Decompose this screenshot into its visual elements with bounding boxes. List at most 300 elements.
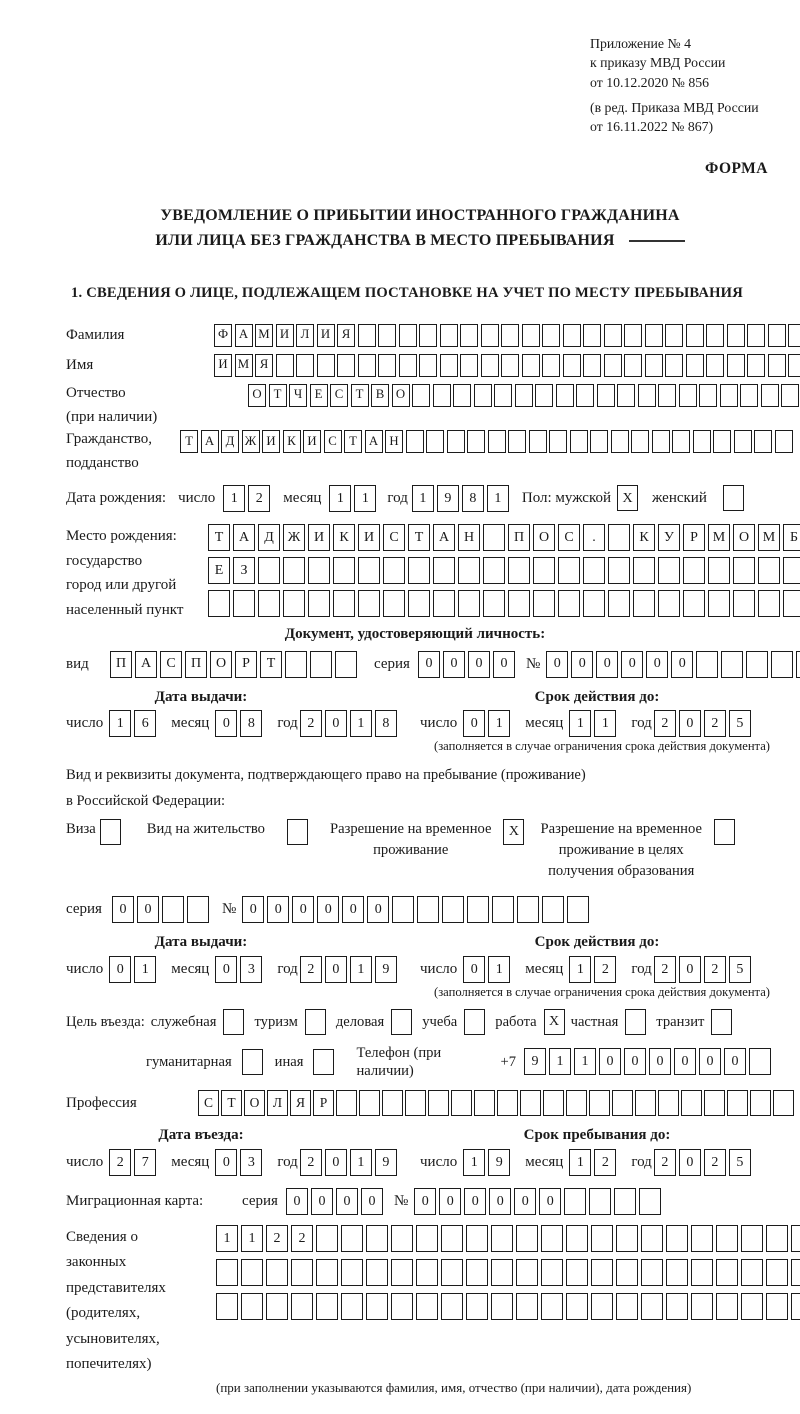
char-box[interactable] [666,1293,688,1320]
char-box[interactable] [747,324,765,347]
char-box[interactable] [589,1188,611,1215]
char-box[interactable] [366,1225,388,1252]
checkbox-cell[interactable]: X [617,485,638,511]
char-box[interactable]: 0 [443,651,465,678]
char-box[interactable] [466,1225,488,1252]
char-box[interactable] [483,524,505,551]
char-box[interactable] [508,590,530,617]
char-box[interactable] [408,590,430,617]
char-box[interactable]: 1 [216,1225,238,1252]
char-box[interactable] [721,651,743,678]
char-box[interactable]: 5 [729,710,751,737]
char-box[interactable]: Д [221,430,239,453]
char-box[interactable] [494,384,512,407]
checkbox-cell[interactable] [313,1049,334,1075]
char-box[interactable]: 2 [654,1149,676,1176]
char-box[interactable] [391,1259,413,1286]
char-box[interactable] [529,430,547,453]
char-box[interactable] [746,651,768,678]
char-box[interactable]: 0 [671,651,693,678]
char-box[interactable] [683,590,705,617]
char-box[interactable]: А [201,430,219,453]
char-box[interactable]: Е [208,557,230,584]
char-box[interactable] [316,1259,338,1286]
char-box[interactable] [308,557,330,584]
char-box[interactable] [541,1225,563,1252]
char-box[interactable] [543,1090,564,1116]
char-box[interactable]: В [371,384,389,407]
char-box[interactable]: 8 [240,710,262,737]
char-box[interactable]: 2 [291,1225,313,1252]
char-box[interactable]: 3 [240,956,262,983]
char-box[interactable] [665,354,683,377]
char-box[interactable] [491,1259,513,1286]
char-box[interactable] [481,354,499,377]
char-box[interactable] [645,354,663,377]
char-box[interactable] [522,354,540,377]
char-box[interactable] [453,384,471,407]
char-box[interactable]: Т [351,384,369,407]
char-box[interactable] [576,384,594,407]
char-box[interactable] [652,430,670,453]
char-box[interactable] [708,590,730,617]
char-box[interactable]: И [214,354,232,377]
char-box[interactable]: И [317,324,335,347]
char-box[interactable]: С [383,524,405,551]
char-box[interactable]: 1 [134,956,156,983]
char-box[interactable] [713,430,731,453]
char-box[interactable]: А [135,651,157,678]
char-box[interactable] [467,896,489,923]
char-box[interactable] [741,1293,763,1320]
char-box[interactable]: Ч [289,384,307,407]
char-box[interactable] [679,384,697,407]
char-box[interactable]: К [333,524,355,551]
char-box[interactable]: . [583,524,605,551]
char-box[interactable]: 0 [599,1048,621,1075]
char-box[interactable]: 0 [325,956,347,983]
checkbox-cell[interactable] [625,1009,646,1035]
char-box[interactable] [492,896,514,923]
char-box[interactable] [358,557,380,584]
char-box[interactable] [658,557,680,584]
char-box[interactable]: 1 [569,710,591,737]
char-box[interactable]: 0 [267,896,289,923]
char-box[interactable]: И [262,430,280,453]
char-box[interactable] [440,324,458,347]
char-box[interactable] [591,1225,613,1252]
char-box[interactable] [727,354,745,377]
char-box[interactable] [522,324,540,347]
checkbox-cell[interactable] [100,819,121,845]
char-box[interactable] [216,1259,238,1286]
char-box[interactable] [641,1225,663,1252]
char-box[interactable] [733,590,755,617]
char-box[interactable]: 1 [223,485,245,512]
char-box[interactable] [399,354,417,377]
char-box[interactable] [783,590,800,617]
char-box[interactable]: Н [458,524,480,551]
char-box[interactable] [583,354,601,377]
char-box[interactable] [310,651,332,678]
char-box[interactable] [766,1259,788,1286]
char-box[interactable]: 1 [329,485,351,512]
char-box[interactable] [433,557,455,584]
char-box[interactable] [416,1293,438,1320]
char-box[interactable]: 2 [594,956,616,983]
char-box[interactable] [441,1225,463,1252]
char-box[interactable]: 1 [109,710,131,737]
char-box[interactable]: 3 [240,1149,262,1176]
char-box[interactable] [708,557,730,584]
char-box[interactable] [641,1259,663,1286]
char-box[interactable]: 0 [215,710,237,737]
char-box[interactable]: Н [385,430,403,453]
char-box[interactable] [638,384,656,407]
char-box[interactable] [590,430,608,453]
char-box[interactable]: Я [255,354,273,377]
char-box[interactable] [783,557,800,584]
char-box[interactable]: 1 [569,956,591,983]
char-box[interactable] [433,590,455,617]
char-box[interactable] [440,354,458,377]
char-box[interactable] [406,430,424,453]
char-box[interactable]: 0 [724,1048,746,1075]
char-box[interactable]: Д [258,524,280,551]
char-box[interactable]: 0 [539,1188,561,1215]
char-box[interactable]: 1 [549,1048,571,1075]
char-box[interactable]: С [558,524,580,551]
char-box[interactable] [583,557,605,584]
char-box[interactable] [747,354,765,377]
char-box[interactable] [416,1225,438,1252]
char-box[interactable]: 2 [704,956,726,983]
char-box[interactable] [591,1293,613,1320]
char-box[interactable] [740,384,758,407]
char-box[interactable] [391,1293,413,1320]
char-box[interactable]: 2 [704,710,726,737]
char-box[interactable] [333,557,355,584]
char-box[interactable] [768,324,786,347]
char-box[interactable]: 1 [488,956,510,983]
char-box[interactable] [187,896,209,923]
char-box[interactable] [208,590,230,617]
char-box[interactable] [597,384,615,407]
char-box[interactable]: Т [269,384,287,407]
char-box[interactable]: О [248,384,266,407]
char-box[interactable]: 0 [493,651,515,678]
char-box[interactable] [631,430,649,453]
char-box[interactable] [460,354,478,377]
char-box[interactable] [419,354,437,377]
char-box[interactable]: 9 [524,1048,546,1075]
char-box[interactable] [474,1090,495,1116]
checkbox-cell[interactable] [723,485,744,511]
checkbox-cell[interactable]: X [544,1009,565,1035]
char-box[interactable] [266,1259,288,1286]
char-box[interactable] [392,896,414,923]
char-box[interactable]: 0 [624,1048,646,1075]
char-box[interactable]: Я [337,324,355,347]
char-box[interactable]: 9 [488,1149,510,1176]
char-box[interactable] [566,1090,587,1116]
char-box[interactable] [768,354,786,377]
char-box[interactable] [665,324,683,347]
char-box[interactable] [704,1090,725,1116]
char-box[interactable]: 0 [679,710,701,737]
char-box[interactable]: Р [683,524,705,551]
char-box[interactable] [516,1225,538,1252]
char-box[interactable]: 0 [418,651,440,678]
checkbox-cell[interactable] [464,1009,485,1035]
char-box[interactable]: 0 [286,1188,308,1215]
char-box[interactable]: 2 [654,956,676,983]
char-box[interactable]: 1 [412,485,434,512]
char-box[interactable] [358,324,376,347]
checkbox-cell[interactable] [711,1009,732,1035]
char-box[interactable]: 0 [414,1188,436,1215]
char-box[interactable]: О [533,524,555,551]
char-box[interactable]: 0 [679,956,701,983]
char-box[interactable] [391,1225,413,1252]
char-box[interactable] [542,324,560,347]
char-box[interactable] [716,1293,738,1320]
char-box[interactable] [258,557,280,584]
char-box[interactable]: П [508,524,530,551]
char-box[interactable] [416,1259,438,1286]
char-box[interactable]: Т [180,430,198,453]
char-box[interactable] [741,1259,763,1286]
char-box[interactable]: Р [235,651,257,678]
char-box[interactable] [441,1259,463,1286]
char-box[interactable] [645,324,663,347]
char-box[interactable] [542,896,564,923]
char-box[interactable] [608,524,630,551]
char-box[interactable]: 0 [361,1188,383,1215]
char-box[interactable] [216,1293,238,1320]
char-box[interactable] [520,1090,541,1116]
char-box[interactable] [341,1259,363,1286]
char-box[interactable]: К [283,430,301,453]
char-box[interactable]: 0 [325,1149,347,1176]
char-box[interactable] [451,1090,472,1116]
char-box[interactable] [458,557,480,584]
char-box[interactable]: З [233,557,255,584]
char-box[interactable] [624,324,642,347]
char-box[interactable] [428,1090,449,1116]
char-box[interactable] [570,430,588,453]
char-box[interactable] [466,1293,488,1320]
char-box[interactable] [741,1225,763,1252]
char-box[interactable] [419,324,437,347]
char-box[interactable] [788,354,800,377]
char-box[interactable]: 7 [134,1149,156,1176]
char-box[interactable]: 0 [679,1149,701,1176]
char-box[interactable]: М [255,324,273,347]
char-box[interactable] [616,1225,638,1252]
char-box[interactable] [358,354,376,377]
char-box[interactable] [612,1090,633,1116]
char-box[interactable] [781,384,799,407]
char-box[interactable]: 0 [137,896,159,923]
checkbox-cell[interactable]: X [503,819,524,845]
char-box[interactable]: 2 [248,485,270,512]
char-box[interactable] [283,557,305,584]
char-box[interactable]: 0 [215,1149,237,1176]
char-box[interactable] [583,590,605,617]
char-box[interactable] [566,1225,588,1252]
char-box[interactable] [335,651,357,678]
char-box[interactable] [563,324,581,347]
char-box[interactable] [608,557,630,584]
char-box[interactable]: Т [221,1090,242,1116]
char-box[interactable] [162,896,184,923]
char-box[interactable] [616,1293,638,1320]
char-box[interactable] [533,557,555,584]
char-box[interactable] [604,354,622,377]
char-box[interactable] [497,1090,518,1116]
char-box[interactable]: 8 [375,710,397,737]
char-box[interactable]: Л [296,324,314,347]
char-box[interactable] [426,430,444,453]
char-box[interactable] [641,1293,663,1320]
char-box[interactable] [541,1259,563,1286]
char-box[interactable] [501,354,519,377]
char-box[interactable] [359,1090,380,1116]
char-box[interactable] [283,590,305,617]
char-box[interactable] [693,430,711,453]
char-box[interactable] [556,384,574,407]
checkbox-cell[interactable] [391,1009,412,1035]
char-box[interactable] [691,1259,713,1286]
char-box[interactable]: Л [267,1090,288,1116]
char-box[interactable] [749,1048,771,1075]
char-box[interactable] [658,1090,679,1116]
char-box[interactable] [316,1293,338,1320]
char-box[interactable] [616,1259,638,1286]
char-box[interactable]: А [235,324,253,347]
char-box[interactable]: Т [344,430,362,453]
char-box[interactable]: 0 [112,896,134,923]
char-box[interactable]: 1 [350,956,372,983]
char-box[interactable] [491,1293,513,1320]
char-box[interactable] [633,557,655,584]
char-box[interactable]: А [365,430,383,453]
char-box[interactable] [691,1225,713,1252]
char-box[interactable]: О [244,1090,265,1116]
char-box[interactable] [535,384,553,407]
char-box[interactable]: Ф [214,324,232,347]
char-box[interactable]: 1 [574,1048,596,1075]
char-box[interactable]: 1 [241,1225,263,1252]
char-box[interactable] [258,590,280,617]
char-box[interactable] [733,557,755,584]
char-box[interactable]: 1 [487,485,509,512]
char-box[interactable] [441,1293,463,1320]
char-box[interactable]: 0 [342,896,364,923]
char-box[interactable] [727,324,745,347]
char-box[interactable] [567,896,589,923]
char-box[interactable] [617,384,635,407]
char-box[interactable]: 1 [594,710,616,737]
char-box[interactable]: М [708,524,730,551]
char-box[interactable]: С [324,430,342,453]
char-box[interactable]: 9 [375,956,397,983]
char-box[interactable]: 0 [699,1048,721,1075]
char-box[interactable] [558,590,580,617]
char-box[interactable] [611,430,629,453]
checkbox-cell[interactable] [714,819,735,845]
char-box[interactable] [766,1293,788,1320]
char-box[interactable] [727,1090,748,1116]
char-box[interactable]: 0 [546,651,568,678]
char-box[interactable] [681,1090,702,1116]
char-box[interactable]: И [308,524,330,551]
char-box[interactable]: 0 [514,1188,536,1215]
char-box[interactable] [366,1293,388,1320]
char-box[interactable] [515,384,533,407]
char-box[interactable] [466,1259,488,1286]
char-box[interactable]: 0 [489,1188,511,1215]
char-box[interactable]: С [160,651,182,678]
char-box[interactable]: С [330,384,348,407]
char-box[interactable]: 0 [242,896,264,923]
char-box[interactable] [383,590,405,617]
char-box[interactable] [358,590,380,617]
char-box[interactable] [750,1090,771,1116]
char-box[interactable]: Ж [242,430,260,453]
char-box[interactable] [501,324,519,347]
char-box[interactable] [683,557,705,584]
checkbox-cell[interactable] [305,1009,326,1035]
char-box[interactable]: 0 [649,1048,671,1075]
char-box[interactable] [720,384,738,407]
char-box[interactable] [508,557,530,584]
char-box[interactable]: 1 [350,710,372,737]
char-box[interactable] [316,1225,338,1252]
char-box[interactable]: 0 [292,896,314,923]
char-box[interactable]: 8 [462,485,484,512]
char-box[interactable] [366,1259,388,1286]
char-box[interactable]: А [233,524,255,551]
char-box[interactable] [458,590,480,617]
char-box[interactable]: О [733,524,755,551]
char-box[interactable]: 2 [300,956,322,983]
char-box[interactable] [233,590,255,617]
char-box[interactable]: 0 [317,896,339,923]
char-box[interactable] [291,1293,313,1320]
char-box[interactable] [696,651,718,678]
char-box[interactable] [488,430,506,453]
char-box[interactable] [542,354,560,377]
char-box[interactable]: 0 [463,710,485,737]
char-box[interactable] [666,1259,688,1286]
char-box[interactable] [639,1188,661,1215]
char-box[interactable]: Т [208,524,230,551]
char-box[interactable] [382,1090,403,1116]
char-box[interactable]: П [185,651,207,678]
char-box[interactable] [378,324,396,347]
char-box[interactable]: 2 [704,1149,726,1176]
char-box[interactable] [635,1090,656,1116]
char-box[interactable]: 0 [325,710,347,737]
char-box[interactable] [758,590,780,617]
char-box[interactable] [241,1293,263,1320]
char-box[interactable] [442,896,464,923]
char-box[interactable] [481,324,499,347]
char-box[interactable] [716,1225,738,1252]
char-box[interactable] [686,324,704,347]
